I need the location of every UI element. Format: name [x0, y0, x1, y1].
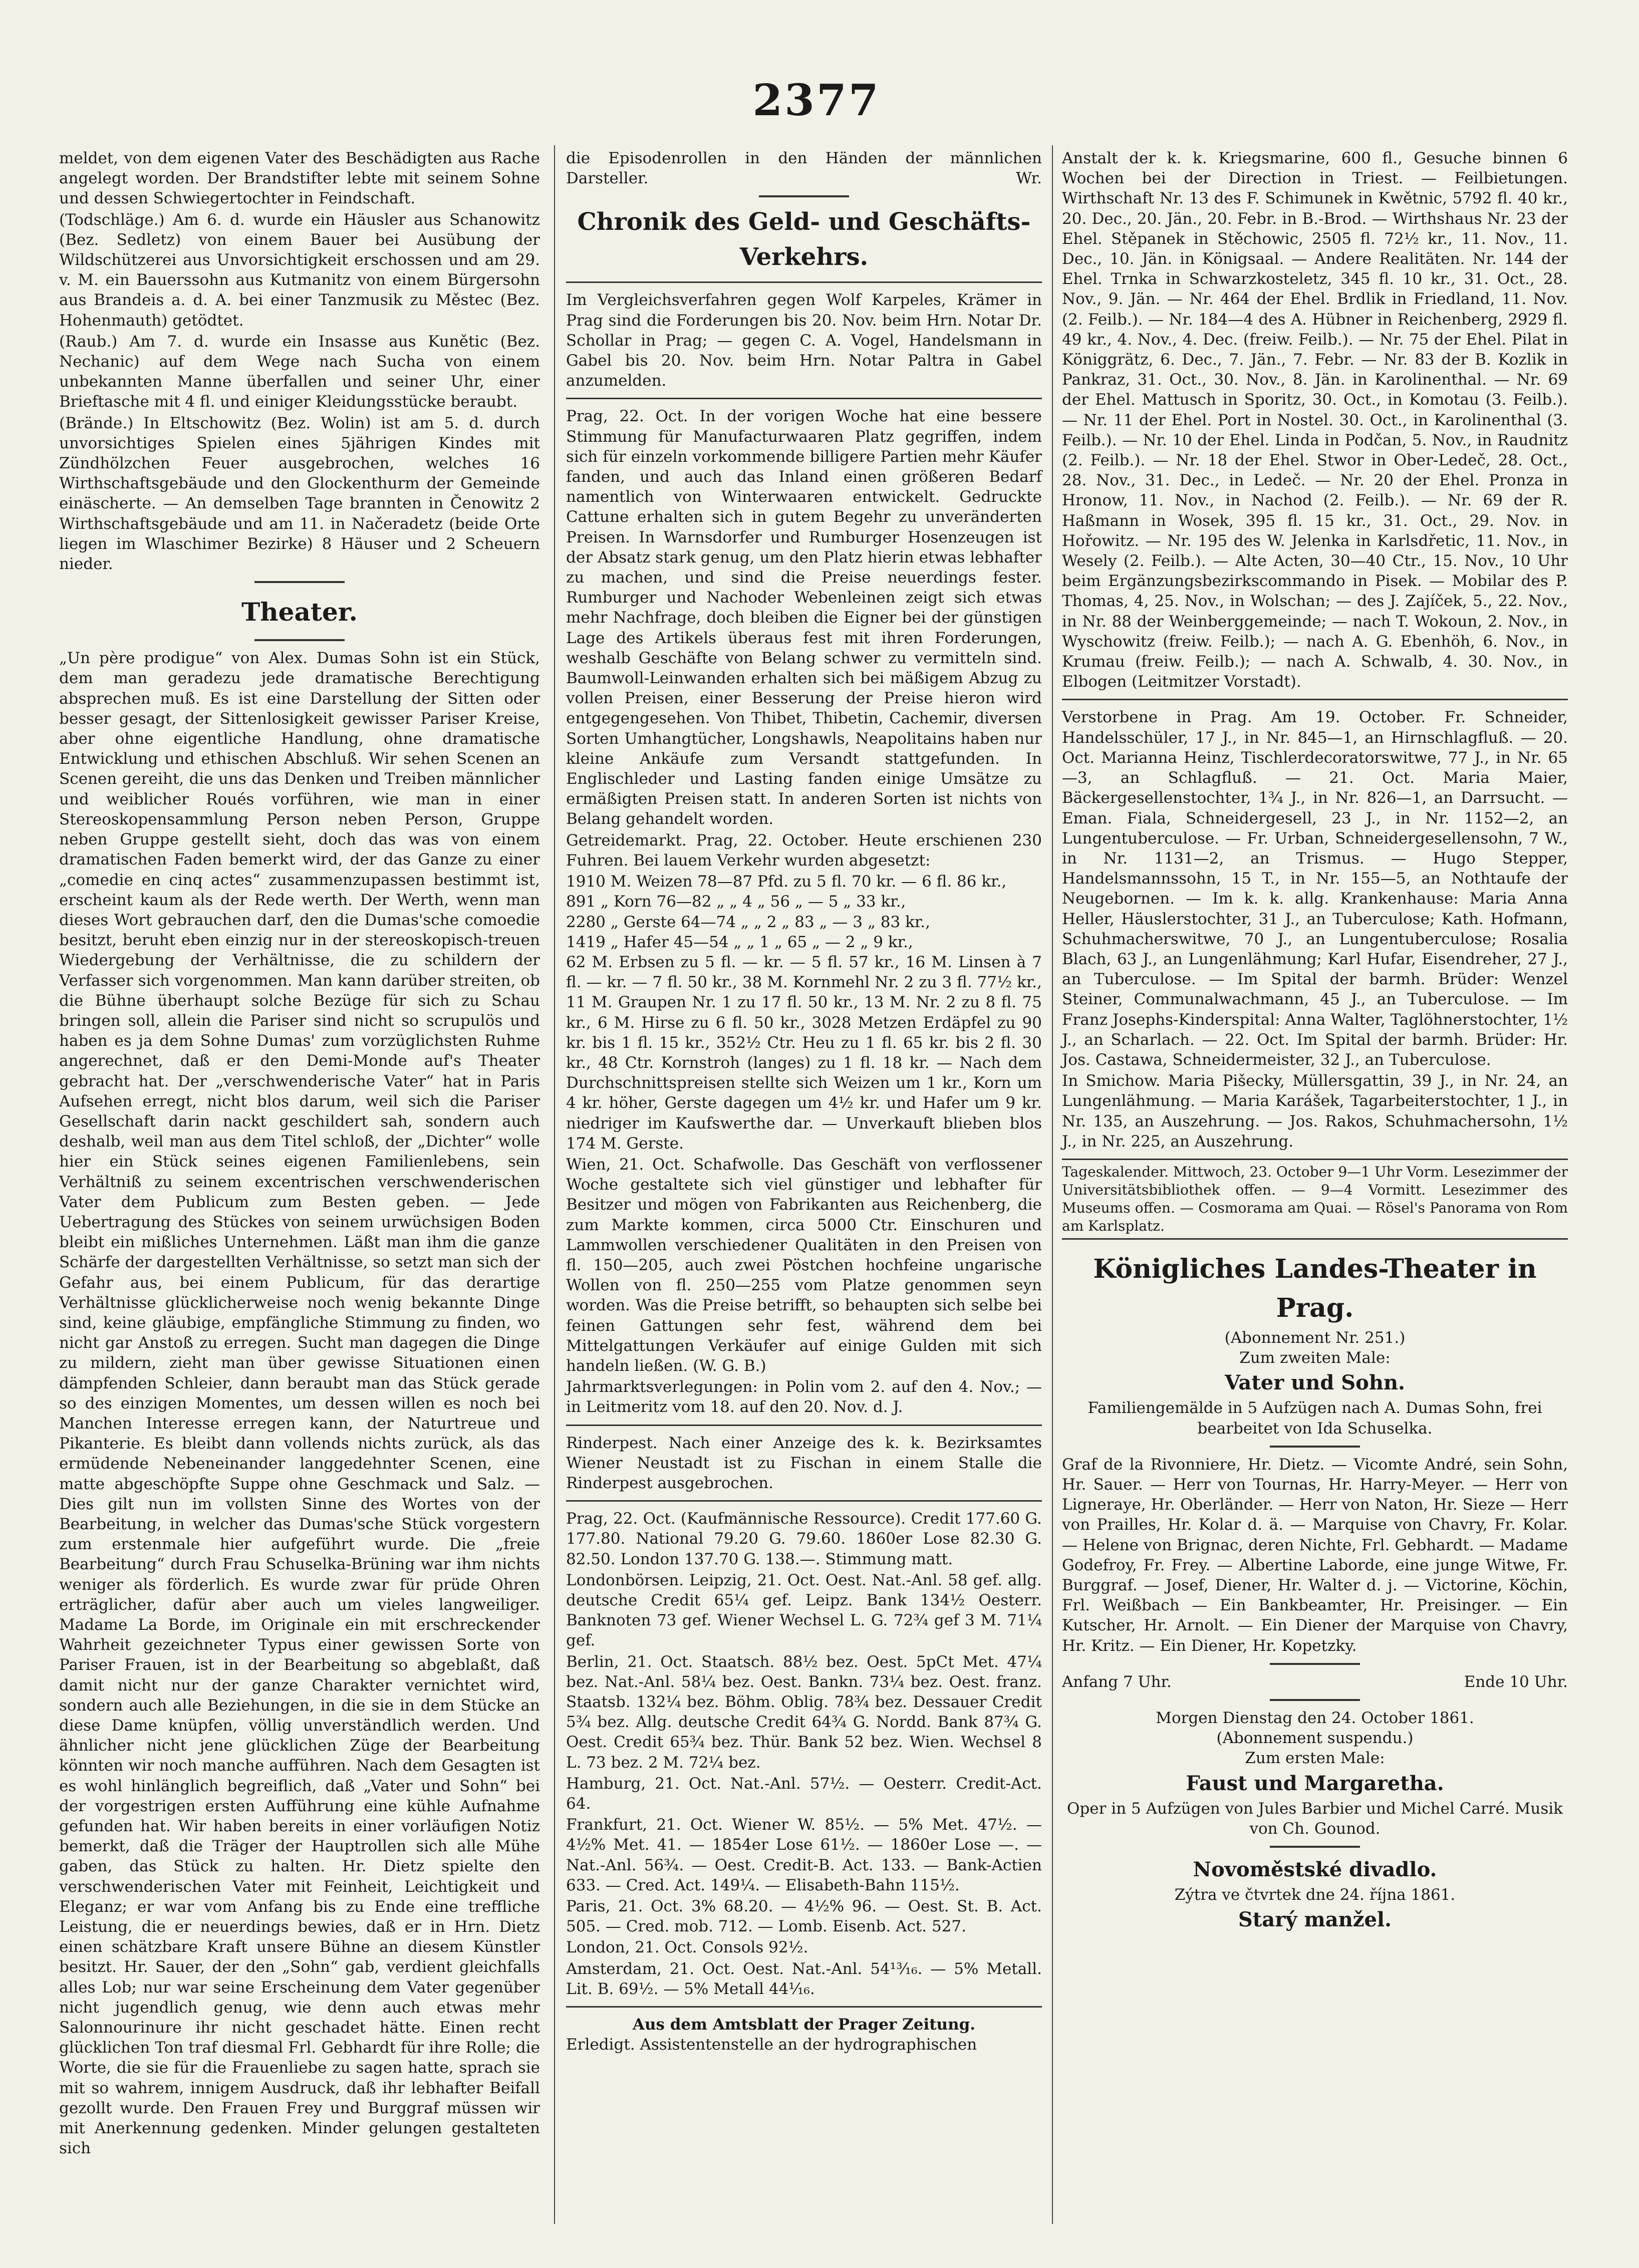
column-2 [566, 148, 1042, 2056]
cast-list: Graf de la Rivonniere, Hr. Dietz. — Vicomte André, sein Sohn, Hr. Sauer. — Herr von Tournas, Hr. Harry-Meyer. — Herr von Ligneraye, Hr. Oberländer. — Herr von Naton, Hr. Sieze — Herr von Prailles, Hr. Kolar d. ä. — Marquise von Chavry, Fr. Kolar. — Helene von Brignac, deren Nichte, Frl. Gebhardt. — Madame Godefroy, Fr. Frey. — Albertine Laborde, eine junge Witwe, Fr. Burggraf. — Josef, Diener, Hr. Walter d. j. — Victorine, Köchin, Frl. Weißbach — Ein Bankbeamter, Hr. Preisinger. — Ein Kutscher, Hr. Arnolt. — Ein Diener der Marquise von Chavry, Hr. Kritz. — Ein Diener, Hr. Kopetzky. [1062, 1455, 1568, 1655]
column-divider-2 [1052, 145, 1053, 2224]
paragraph: Hamburg, 21. Oct. Nat.-Anl. 57½. — Oesterr. Credit-Act. 64. [566, 1774, 1042, 1813]
column-1 [59, 148, 540, 2160]
signature: Wr. [1016, 169, 1042, 188]
start-time: Anfang 7 Uhr. [1062, 1672, 1172, 1691]
paragraph: Getreidemarkt. Prag, 22. October. Heute erschienen 230 Fuhren. Bei lauem Verkehr wurden abgesetzt: [566, 831, 1042, 870]
novomestske-date: Zýtra ve čtvrtek dne 24. října 1861. [1174, 1886, 1456, 1904]
grain-row: 2280 „ Gerste 64—74 „ „ 2 „ 83 „ — 3 „ 83 kr., [566, 913, 930, 931]
play-description: Familiengemälde in 5 Aufzügen nach A. Dumas Sohn, frei bearbeitet von Ida Schuselka. [1087, 1399, 1542, 1438]
grain-row: 891 „ Korn 76—82 „ „ 4 „ 56 „ — 5 „ 33 kr., [566, 893, 906, 911]
paragraph: Amsterdam, 21. Oct. Oest. Nat.-Anl. 54¹³⁄₁₆. — 5% Metall. Lit. B. 69½. — 5% Metall 44¹⁄₁₆. [566, 1959, 1042, 1998]
divider [1270, 1446, 1360, 1448]
paragraph: (Raub.) Am 7. d. wurde ein Insasse aus Kunětic (Bez. Nechanic) auf dem Wege nach Sucha von einem unbekannten Manne überfallen und seiner Uhr, einer Brieftasche mit 4 fl. und einiger Kleidungsstücke beraubt. [59, 332, 540, 411]
paragraph: Prag, 22. Oct. (Kaufmännische Ressource). Credit 177.60 G. 177.80. National 79.20 G. 79.60. 1860er Lose 82.30 G. 82.50. London 137.70 G. 138.—. Stimmung matt. [566, 1510, 1042, 1568]
opera-description: Oper in 5 Aufzügen von Jules Barbier und Michel Carré. Musik von Ch. Gounod. [1067, 1799, 1563, 1838]
section-heading-amtsblatt: Aus dem Amtsblatt der Prager Zeitung. [632, 2016, 976, 2034]
paragraph: Anstalt der k. k. Kriegsmarine, 600 fl., Gesuche binnen 6 Wochen bei der Direction in Triest. — Feilbietungen. Wirthschaft Nr. 13 des F. Schimunek in Kwětnic, 5792 fl. 40 kr., 20. Dec., 20. Jän., 20. Febr. in B.-Brod. — Wirthshaus Nr. 23 der Ehel. Stěpanek in Stěchowic, 2505 fl. 72½ kr., 11. Nov., 11. Dec., 10. Jän. in Königsaal. — Andere Realitäten. Nr. 144 der Ehel. Trnka in Schwarzkosteletz, 345 fl. 10 kr., 31. Oct., 28. Nov., 9. Jän. — Nr. 464 der Ehel. Brdlik in Friedland, 11. Nov. (2. Feilb.). — Nr. 184—4 des A. Hübner in Reichenberg, 2929 fl. 49 kr., 4. Nov., 4. Dec. (freiw. Feilb.). — Nr. 75 der Ehel. Pilat in Königgrätz, 6. Dec., 7. Jän., 7. Febr. — Nr. 83 der B. Kozlik in Pankraz, 31. Oct., 30. Nov., 8. Jän. in Karolinenthal. — Nr. 69 der Ehel. Mattusch in Sporitz, 30. Oct., in Komotau (3. Feilb.). — Nr. 11 der Ehel. Port in Nostel. 30. Oct., in Karolinenthal (3. Feilb.). — Nr. 10 der Ehel. Linda in Podčan, 5. Nov., in Raudnitz (2. Feilb.). — Nr. 18 der Ehel. Stwor in Ober-Ledeč, 28. Oct., 28. Nov., 31. Dec., in Ledeč. — Nr. 20 der Ehel. Pronza in Hronow, 11. Nov., in Nachod (2. Feilb.). — Nr. 69 der R. Haßmann in Wosek, 395 fl. 15 kr., 31. Oct., 29. Nov. in Hořowitz. — Nr. 195 des W. Jelenka in Karlsdřetic, 11. Nov., in Wesely (2. Feilb.). — Alte Acten, 30—40 Ctr., 15. Nov., 10 Uhr beim Ergänzungsbezirkscommando in Pisek. — Mobilar des P. Thomas, 4, 25. Nov., in Wolschan; — des J. Zajíček, 5., 22. Nov., in Nr. 88 der Weinberggemeinde; — nach T. Wokoun, 2. Nov., in Wyschowitz (freiw. Feilb.); — nach A. G. Ebenhöh, 6. Nov., in Krumau (freiw. Feilb.); — nach A. Schwalb, 4. 30. Nov., in Elbogen (Leitmitzer Vorstadt). [1062, 149, 1568, 691]
paragraph: Berlin, 21. Oct. Staatsch. 88½ bez. Oest. 5pCt Met. 47¼ bez. Nat.-Anl. 58¼ bez. Oest. Bankn. 73¼ bez. Oest. franz. Staatsb. 132¼ bez. Böhm. Oblig. 78¾ bez. Dessauer Credit 5¾ bez. Allg. deutsche Credit 64¾ G. Nordd. Bank 87¾ G. Oest. Credit 65¾ bez. Thür. Bank 52 bez. Wien. Wechsel 8 L. 73 bez. 2 M. 72¼ bez. [566, 1652, 1042, 1772]
tageskalender: Tageskalender. Mittwoch, 23. October 9—1 Uhr Vorm. Lesezimmer der Universitätsbibliothek offen. — 9—4 Vormitt. Lesezimmer des Museums offen. — Cosmorama am Quai. — Rösel's Panorama von Rom am Karlsplatz. [1062, 1159, 1568, 1240]
grain-row: 1419 „ Hafer 45—54 „ „ 1 „ 65 „ — 2 „ 9 kr., [566, 933, 913, 951]
paragraph: Jahrmarktsverlegungen: in Polin vom 2. auf den 4. Nov.; — in Leitmeritz vom 18. auf den 20. Nov. d. J. [566, 1378, 1042, 1416]
paragraph: Paris, 21. Oct. 3% 68.20. — 4½% 96. — Oest. St. B. Act. 505. — Cred. mob. 712. — Lomb. Eisenb. Act. 527. [566, 1897, 1042, 1936]
divider [1270, 1846, 1360, 1848]
divider [254, 581, 345, 583]
novomestske-play: Starý manžel. [1238, 1908, 1392, 1932]
divider [566, 1425, 1042, 1426]
section-heading-chronik: Chronik des Geld- und Geschäfts-Verkehrs. [577, 208, 1031, 271]
page-number: 2377 [752, 75, 881, 126]
paragraph: (Brände.) In Eltschowitz (Bez. Wolin) ist am 5. d. durch unvorsichtiges Spielen eines 5jährigen Kindes mit Zündhölzchen Feuer ausgebrochen, welches 16 Wirthschaftsgebäude und den Glockenthurm der Gemeinde einäscherte. — An demselben Tage brannten in Čenowitz 2 Wirthschaftsgebäude und am 11. in Načeradetz (beide Orte liegen im Wlaschimer Bezirke) 8 Häuser und 2 Scheuern nieder. [59, 414, 540, 574]
grain-row: 1910 M. Weizen 78—87 Pfd. zu 5 fl. 70 kr. — 6 fl. 86 kr., [566, 873, 1007, 891]
section-heading-theater: Theater. [241, 597, 358, 627]
death-notices: Verstorbene in Prag. Am 19. October. Fr. Schneider, Handelsschüler, 17 J., in Nr. 845—1, an Hirnschlagfluß. — 20. Oct. Marianna Heinz, Tischlerdecoratorswitwe, 77 J., in Nr. 65—3, an Schlagfluß. — 21. Oct. Maria Maier, Bäckergesellenstochter, 1¾ J., in Nr. 826—1, an Darrsucht. — Eman. Fiala, Schneidergesell, 23 J., in Nr. 1152—2, an Lungentuberculose. — Fr. Urban, Schneidergesellensohn, 7 W., in Nr. 1131—2, an Trismus. — Hugo Stepper, Handelsmannssohn, 15 T., in Nr. 155—5, an Nothtaufe der Neugebornen. — Im k. k. allg. Krankenhause: Maria Anna Heller, Häuslerstochter, 31 J., an Tuberculose; Kath. Hofmann, Schuhmacherswitwe, 70 J., an Lungentuberculose; Rosalia Blach, 63 J., an Lungenlähmung; Karl Hufar, Eisendreher, 27 J., an Tuberculose. — Im Spital der barmh. Brüder: Wenzel Steiner, Communalwachmann, 45 J., an Tuberculose. — Im Franz Josephs-Kinderspital: Anna Walter, Taglöhnerstochter, 1½ J., an Scharlach. — 22. Oct. Im Spital der barmh. Brüder: Hr. Jos. Castawa, Schneidermeister, 32 J., an Tuberculose. [1062, 708, 1568, 1069]
abonnement: (Abonnement Nr. 251.) [1224, 1328, 1406, 1347]
opera-title: Faust und Margaretha. [1186, 1771, 1444, 1795]
divider [566, 281, 1042, 283]
end-time: Ende 10 Uhr. [1464, 1672, 1568, 1691]
column-divider-1 [554, 145, 555, 2224]
paragraph: (Todschläge.) Am 6. d. wurde ein Häusler aus Schanowitz (Bez. Sedletz) von einem Bauer bei Ausübung der Wildschützerei aus Unvorsichtigkeit erschossen und am 29. v. M. ein Bauerssohn aus Kutmanitz von einem Bürgersohn aus Brandeis a. d. A. bei einer Tanzmusik zu Městec (Bez. Hohenmauth) getödtet. [59, 210, 540, 330]
paragraph: Prag, 22. Oct. In der vorigen Woche hat eine bessere Stimmung für Manufacturwaaren Platz gegriffen, indem sich für einzeln vorkommende billigere Partien mehr Käufer fanden, und auch das Inland einen größeren Bedarf namentlich von Winterwaaren entwickelt. Gedruckte Cattune erhalten sich in gutem Begehr zu unveränderten Preisen. In Warnsdorfer und Rumburger Hosenzeugen ist der Absatz stark genug, um den Platz hierin etwas lebhafter zu machen, und sind die Preise neuerdings fester. Rumburger und Nachoder Webenleinen zeigt sich etwas mehr Nachfrage, doch bleiben die Eigner bei der günstigen Lage des Artikels überaus fest mit ihren Forderungen, weshalb Geschäfte von Belang schwer zu vermitteln sind. Baumwoll-Leinwanden erhalten sich bei mäßigem Abzug zu vollen Preisen, einer Besserung der Preise hieron wird entgegengesehen. Von Thibet, Thibetin, Cachemir, diversen Sorten Umhangtücher, Longshawls, Neapolitains haben nur kleine Ankäufe zum Versandt stattgefunden. In Englischleder und Lasting fanden einige Umsätze zu ermäßigten Preisen statt. In anderen Sorten ist nichts von Belang gehandelt worden. [566, 407, 1042, 828]
paragraph: die Episodenrollen in den Händen der männlichen Darsteller. Wr. [566, 148, 1042, 188]
time-row [1062, 1672, 1568, 1692]
divider [566, 2006, 1042, 2008]
paragraph: meldet, von dem eigenen Vater des Beschädigten aus Rache angelegt worden. Der Brandstifter lebte mit seinem Sohne und dessen Schwiegertochter in Feindschaft. [59, 149, 540, 208]
paragraph: Im Vergleichsverfahren gegen Wolf Karpeles, Krämer in Prag sind die Forderungen bis 20. Nov. beim Hrn. Notar Dr. Schollar in Prag; — gegen C. A. Vogel, Handelsmann in Gabel bis 20. Nov. beim Hrn. Notar Paltra in Gabel anzumelden. [566, 291, 1042, 390]
performance-note: Zum ersten Male: [1245, 1749, 1385, 1768]
divider [1270, 1663, 1360, 1665]
divider [759, 195, 849, 197]
paragraph: Londonbörsen. Leipzig, 21. Oct. Oest. Nat.-Anl. 58 gef. allg. deutsche Credit 65¼ gef. Leipz. Bank 134½ Oesterr. Banknoten 73 gef. Wiener Wechsel L. G. 72¾ gef 3 M. 71¼ gef. [566, 1571, 1042, 1650]
performance-note: Zum zweiten Male: [1239, 1349, 1391, 1367]
novomestske-title: Novoměstské divadlo. [1193, 1858, 1437, 1882]
paragraph: Wien, 21. Oct. Schafwolle. Das Geschäft von verflossener Woche gestaltete sich viel günstiger und lebhafter für Besitzer und mögen von Fabrikanten aus Reichenberg, die zum Markte kommen, circa 5000 Ctr. Einschuren und Lammwollen verschiedener Qualitäten in den Preisen von fl. 150—205, auch zwei Pöstchen hochfeine ungarische Wollen von fl. 250—255 vom Platze genommen seyn worden. Was die Preise betrifft, so behaupten sich selbe bei feinen Gattungen sehr fest, während dem bei Mittelgattungen Verkäufer auf einige Gulden mit sich handeln ließen. (W. G. B.) [566, 1155, 1042, 1375]
grain-table [566, 872, 1042, 952]
divider [566, 398, 1042, 399]
death-notices-smichow: In Smichow. Maria Pišecky, Müllersgattin, 39 J., in Nr. 24, an Lungenlähmung. — Maria Karášek, Tagarbeiterstochter, 1 J., in Nr. 135, an Auszehrung. — Jos. Rakos, Schuhmachersohn, 1½ J., in Nr. 225, an Auszehrung. [1062, 1072, 1568, 1151]
theater-review: „Un père prodigue“ von Alex. Dumas Sohn ist ein Stück, dem man geradezu jede dramatische Berechtigung absprechen muß. Es ist eine Darstellung der Sitten oder besser gesagt, der Sittenlosigkeit gewisser Pariser Kreise, aber ohne eigentliche Handlung, ohne dramatische Entwicklung und ethischen Abschluß. Wir sehen Scenen an Scenen gereiht, die uns das Denken und Treiben männlicher und weiblicher Roués vorführen, wie man in einer Stereoskopensammlung Person neben Person, Gruppe neben Gruppe gestellt sieht, doch das was von einem dramatischen Faden bemerkt wird, der das Ganze zu einer „comedie en cinq actes“ zusammenzupassen bestimmt ist, erscheint kaum als der Rede werth. Der Werth, wenn man dieses Wort gebrauchen darf, den die Dumas'sche comoedie besitzt, beruht eben einzig nur in der stereoskopisch-treuen Wiedergebung der Verhältnisse, die zu schildern der Verfasser sich vorgenommen. Man kann darüber streiten, ob die Bühne überhaupt solche Bezüge für sich zu Schau bringen soll, allein die Pariser sind nicht so scrupulös und haben es ja dem Sohne Dumas' zum vorzüglichsten Ruhme angerechnet, daß er den Demi-Monde auf's Theater gebracht hat. Der „verschwenderische Vater“ hat in Paris Aufsehen erregt, nicht blos darum, weil sich die Pariser Gesellschaft darin nackt geschildert sah, sondern auch deshalb, weil man aus dem Titel schloß, der „Dichter“ wolle hier ein Stück seines eigenen Familienlebens, sein Verhältniß zu seinem excentrischen verschwenderischen Vater dem Publicum zum Besten geben. — Jede Uebertragung des Stückes von seinem urwüchsigen Boden bleibt ein mißliches Unternehmen. Läßt man ihm die ganze Schärfe der dargestellten Verhältnisse, so setzt man sich der Gefahr aus, bei einem Publicum, für das derartige Verhältnisse glücklicherweise noch wenig bekannte Dinge sind, keine gläubige, empfängliche Stimmung zu finden, wo nicht gar Anstoß zu erregen. Sucht man dagegen die Dinge zu mildern, zieht man über gewisse Situationen einen dämpfenden Schleier, dann beraubt man das Stück gerade so des einzigen Momentes, um dessen willen es noch bei Manchen Interesse erregen kann, der Naturtreue und Pikanterie. Es bleibt dann vollends nichts zurück, als das ermüdende Nebeneinander langgedehnter Scenen, eine matte abgeschöpfte Suppe ohne Geschmack und Salz. — Dies gilt nun im vollsten Sinne des Wortes von der Bearbeitung, in welcher das Dumas'sche Stück vorgestern zum erstenmale hier aufgeführt wurde. Die „freie Bearbeitung“ durch Frau Schuselka-Brüning war ihm nichts weniger als förderlich. Es wurde zwar für prüde Ohren erträglicher, dafür aber auch um vieles langweiliger. Madame La Borde, im Originale ein mit erschreckender Wahrheit gezeichneter Typus einer gewissen Sorte von Pariser Frauen, ist in der Bearbeitung so abgeblaßt, daß damit nicht nur der ganze Charakter vernichtet wird, sondern auch alle Beziehungen, in die sie in dem Stücke an diese Dame knüpfen, völlig unverständlich werden. Und ähnlicher nicht jene glücklichen Züge der Bearbeitung könnten wir noch manche aufführen. Nach dem Gesagten ist es wohl hinlänglich begreiflich, daß „Vater und Sohn“ bei der vorgestrigen ersten Aufführung eine kühle Aufnahme gefunden hat. Wir haben bereits in einer vorläufigen Notiz bemerkt, daß die Träger der Hauptrollen sich alle Mühe gaben, das Stück zu halten. Hr. Dietz spielte den verschwenderischen Vater mit Feinheit, Leichtigkeit und Eleganz; er war vom Anfang bis zu Ende eine treffliche Leistung, die er neuerdings bewies, daß er in Hrn. Dietz einen schätzbare Kraft unsere Bühne an diesem Künstler besitzt. Hr. Sauer, der den „Sohn“ gab, verdient gleichfalls alles Lob; nur war seine Erscheinung dem Vater gegenüber nicht jugendlich genug, wie denn auch etwas mehr Salonnourinure ihr nicht geschadet hätte. Einen recht glücklichen Ton traf diesmal Frl. Gebhardt für ihre Rolle; die Worte, die sie für die Frauenliebe zu sagen hatte, sprach sie mit so wahrem, innigem Ausdruck, daß ihr lebhafter Beifall gezollt wurde. Den Frauen Frey und Burggraf müssen wir mit Anerkennung gedenken. Minder gelungen gestalteten sich [59, 649, 540, 2158]
paragraph: Frankfurt, 21. Oct. Wiener W. 85½. — 5% Met. 47½. — 4½% Met. 41. — 1854er Lose 61½. — 1860er Lose —. — Nat.-Anl. 56¾. — Oest. Credit-B. Act. 133. — Bank-Actien 633. — Cred. Act. 149¼. — Elisabeth-Bahn 115½. [566, 1816, 1042, 1894]
play-title: Vater und Sohn. [1225, 1371, 1405, 1395]
paragraph: Rinderpest. Nach einer Anzeige des k. k. Bezirksamtes Wiener Neustadt ist zu Fischan in einem Stalle die Rinderpest ausgebrochen. [566, 1434, 1042, 1492]
theatre-title: Königliches Landes-Theater in Prag. [1093, 1253, 1537, 1323]
divider [254, 639, 345, 641]
divider [1062, 699, 1568, 700]
paragraph: Erledigt. Assistentenstelle an der hydrographischen [566, 2036, 977, 2054]
next-performance-date: Morgen Dienstag den 24. October 1861. [1156, 1709, 1474, 1727]
column-3 [1062, 148, 1568, 1935]
paragraph: London, 21. Oct. Consols 92½. [566, 1938, 808, 1957]
paragraph: 62 M. Erbsen zu 5 fl. — kr. — 5 fl. 57 kr., 16 M. Linsen à 7 fl. — kr. — 7 fl. 50 kr., 38 M. Kornmehl Nr. 2 zu 3 fl. 77½ kr., 11 M. Graupen Nr. 1 zu 17 fl. 50 kr., 13 M. Nr. 2 zu 8 fl. 75 kr., 6 M. Hirse zu 6 fl. 50 kr., 3028 Metzen Erdäpfel zu 90 kr. bis 1 fl. 15 kr., 352½ Ctr. Heu zu 1 fl. 65 kr. bis 2 fl. 30 kr., 48 Ctr. Kornstroh (langes) zu 1 fl. 18 kr. — Nach dem Durchschnittspreisen stellte sich Weizen um 1 kr., Korn um 4 kr. höher, Gerste dagegen um 4½ kr. und Hafer um 9 kr. niedriger im Kaufswerthe dar. — Unverkauft blieben blos 174 M. Gerste. [566, 953, 1042, 1153]
abonnement-suspended: (Abonnement suspendu.) [1216, 1729, 1414, 1748]
divider [566, 1500, 1042, 1502]
divider [1270, 1699, 1360, 1701]
